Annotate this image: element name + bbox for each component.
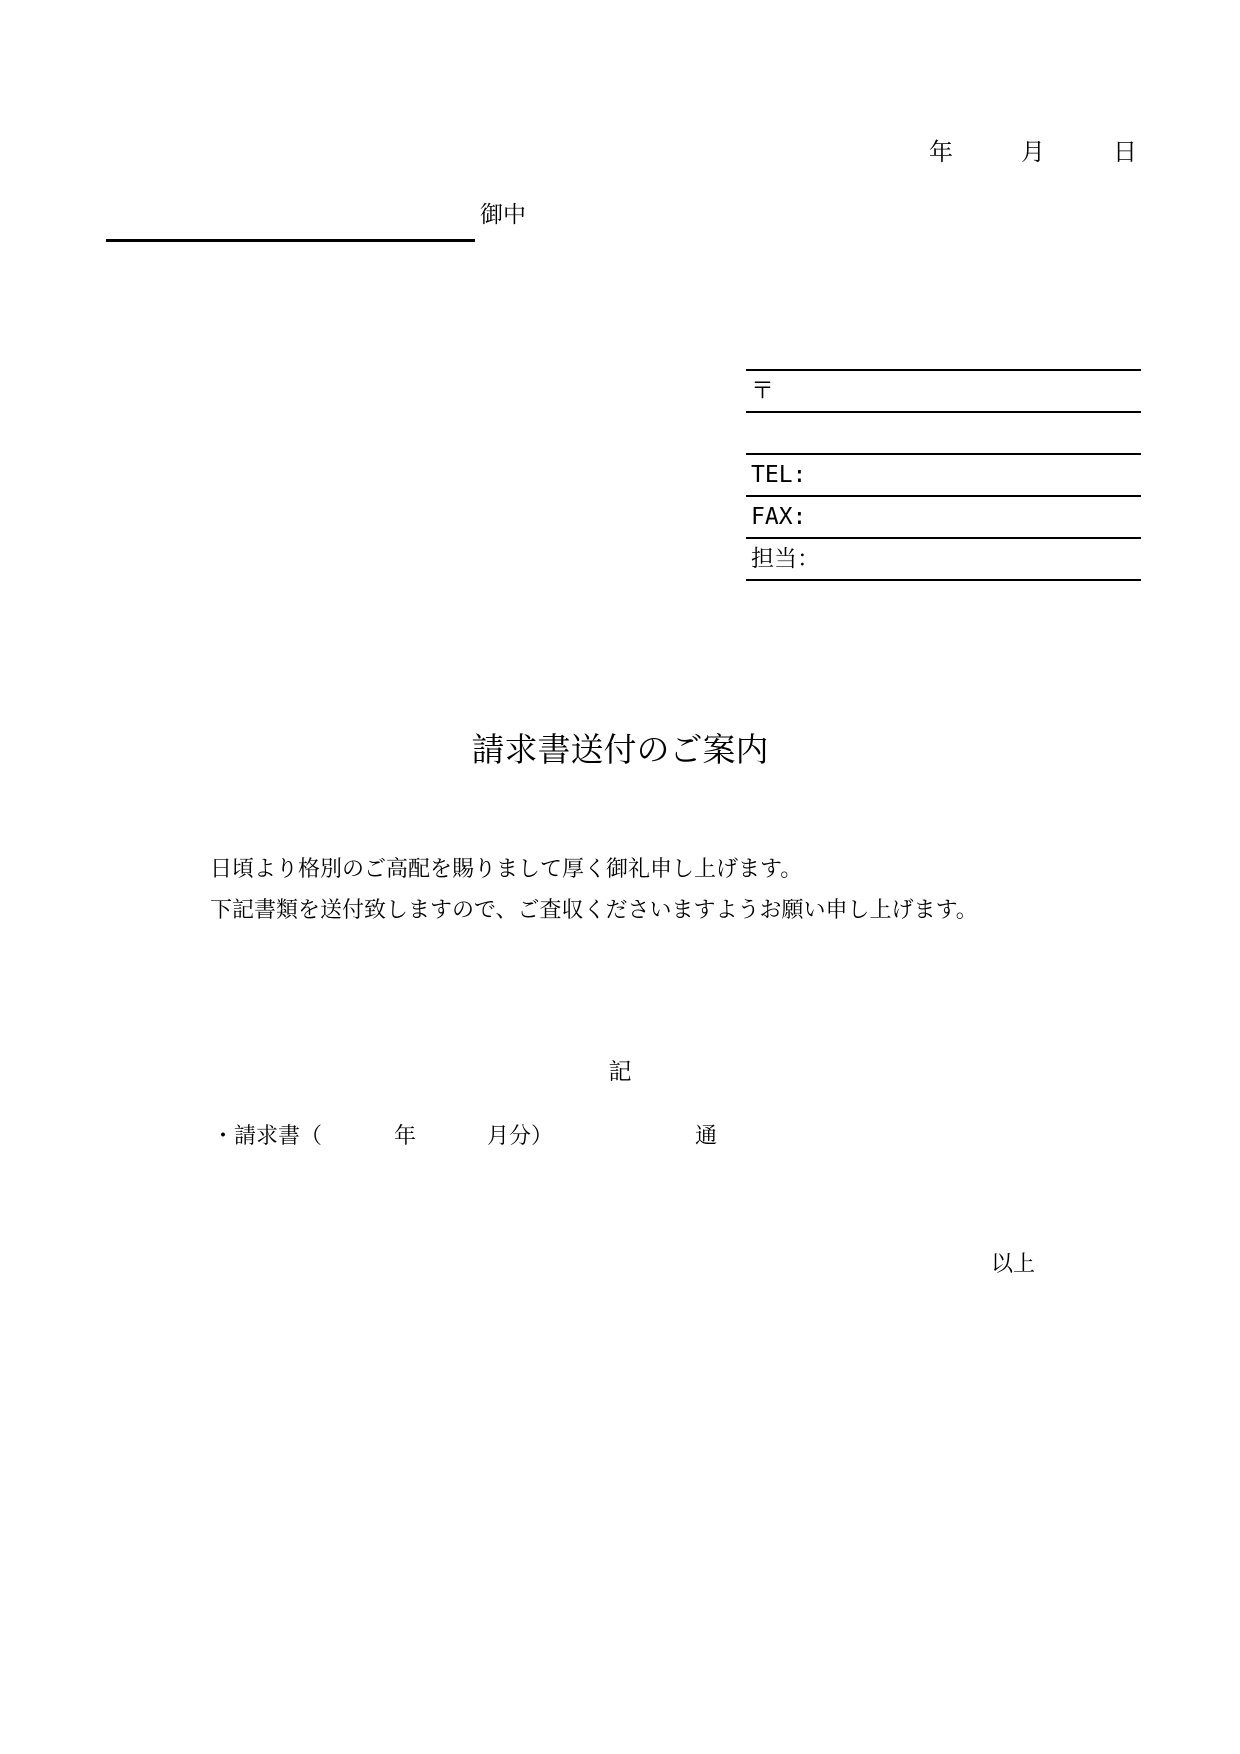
invoice-item-count-unit: 通	[695, 1124, 718, 1149]
sender-tel-row	[746, 453, 1141, 495]
fax-label: FAX:	[751, 504, 807, 530]
sender-block	[746, 369, 1141, 581]
sender-postal-row	[746, 369, 1141, 411]
invoice-item-month: 月分）	[487, 1124, 554, 1149]
sender-fax-row	[746, 495, 1141, 537]
body-text-line-1: 日頃より格別のご高配を賜りまして厚く御礼申し上げます。	[210, 857, 803, 882]
closing-text: 以上	[991, 1252, 1036, 1277]
record-heading: 記	[608, 1059, 632, 1085]
recipient-name-line	[106, 239, 475, 242]
sender-address-row	[746, 411, 1141, 453]
date-day-label: 日	[1113, 138, 1137, 166]
document-title: 請求書送付のご案内	[471, 730, 769, 769]
date-month-label: 月	[1021, 138, 1045, 166]
tel-label: TEL:	[751, 462, 807, 488]
sender-contact-row	[746, 537, 1141, 581]
date-year-label: 年	[929, 138, 953, 166]
postal-mark: 〒	[751, 378, 774, 404]
invoice-item-year: 年	[394, 1124, 417, 1149]
contact-label: 担当：	[751, 546, 820, 572]
invoice-item-prefix: ・請求書（	[212, 1124, 323, 1149]
recipient-suffix: 御中	[480, 202, 526, 228]
body-text-line-2: 下記書類を送付致しますので、ご査収くださいますようお願い申し上げます。	[210, 898, 978, 923]
